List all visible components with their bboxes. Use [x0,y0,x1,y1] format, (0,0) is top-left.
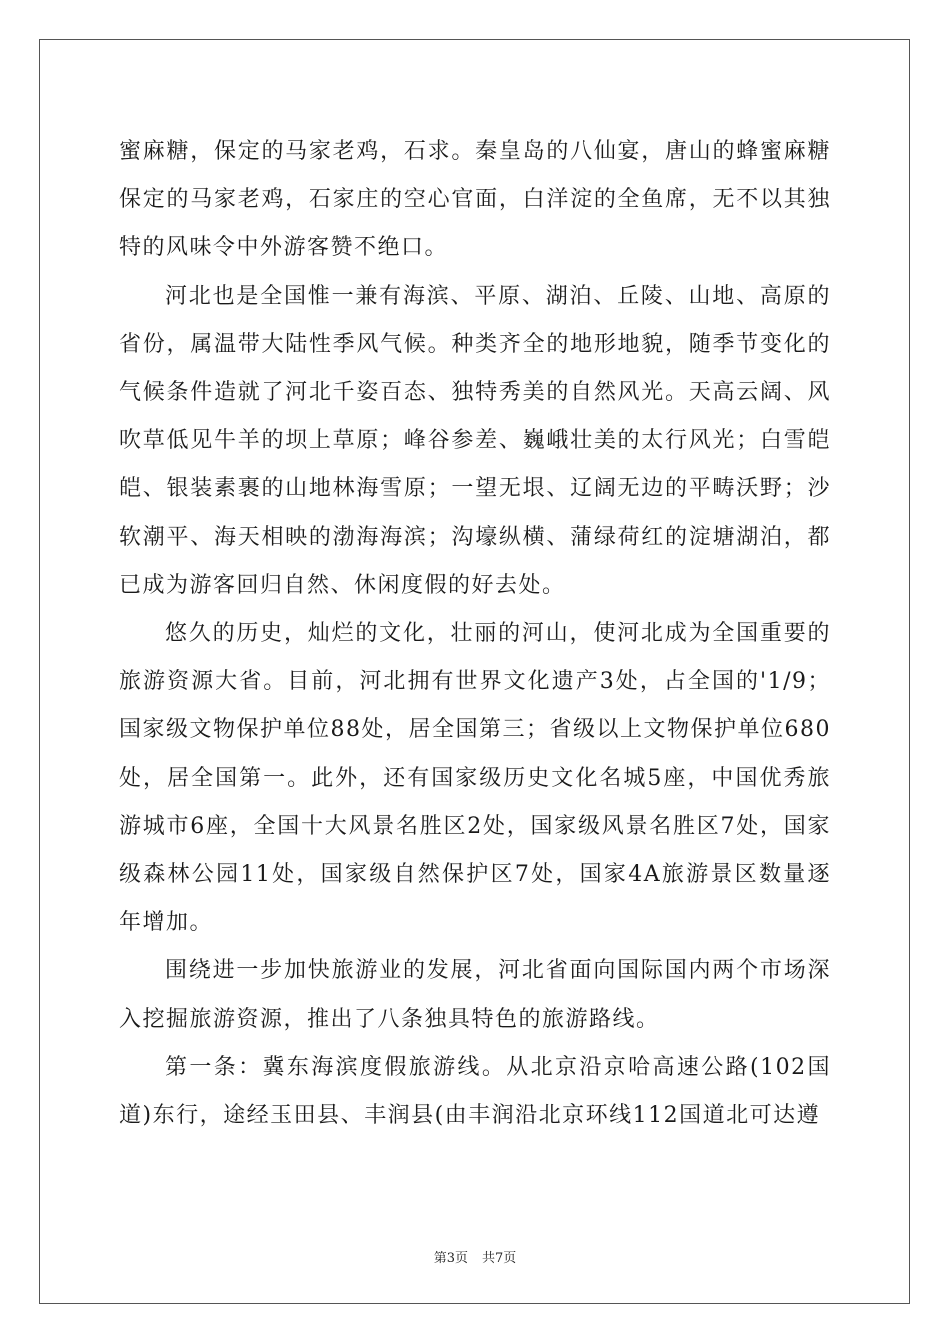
page-number: 第3页 [433,1251,468,1266]
paragraph-history: 悠久的历史，灿烂的文化，壮丽的河山，使河北成为全国重要的旅游资源大省。目前，河北拥有世界文化遗产3处，占全国的'1/9；国家级文物保护单位88处，居全国第三；省级以上文物保护单位680处，居全国第一。此外，还有国家级历史文化名城5座，中国优秀旅游城市6座，全国十大风景名胜区2处，国家级风景名胜区7处，国家级森林公园11处，国家级自然保护区7处，国家4A旅游景区数量逐年增加。 [119,621,831,936]
paragraph-routes-intro: 围绕进一步加快旅游业的发展，河北省面向国际国内两个市场深入挖掘旅游资源，推出了八条独具特色的旅游路线。 [119,958,831,1032]
paragraph-route-one: 第一条：冀东海滨度假旅游线。从北京沿京哈高速公路(102国道)东行，途经玉田县、丰润县(由丰润沿北京环线112国道北可达遵 [119,1054,831,1129]
page-total: 共7页 [482,1251,517,1266]
document-body [119,128,831,1140]
page-footer [0,1247,950,1266]
paragraph-food: 蜜麻糖，保定的马家老鸡，石求。秦皇岛的八仙宴，唐山的蜂蜜麻糖保定的马家老鸡，石家庄的空心官面，白洋淀的全鱼席，无不以其独特的风味令中外游客赞不绝口。 [119,139,831,261]
paragraph-geography: 河北也是全国惟一兼有海滨、平原、湖泊、丘陵、山地、高原的省份，属温带大陆性季风气候。种类齐全的地形地貌，随季节变化的气候条件造就了河北千姿百态、独特秀美的自然风光。天高云阔、风吹草低见牛羊的坝上草原；峰谷参差、巍峨壮美的太行风光；白雪皑皑、银装素裹的山地林海雪原；一望无垠、辽阔无边的平畴沃野；沙软潮平、海天相映的渤海海滨；沟壕纵横、蒲绿荷红的淀塘湖泊，都已成为游客回归自然、休闲度假的好去处。 [119,283,831,598]
